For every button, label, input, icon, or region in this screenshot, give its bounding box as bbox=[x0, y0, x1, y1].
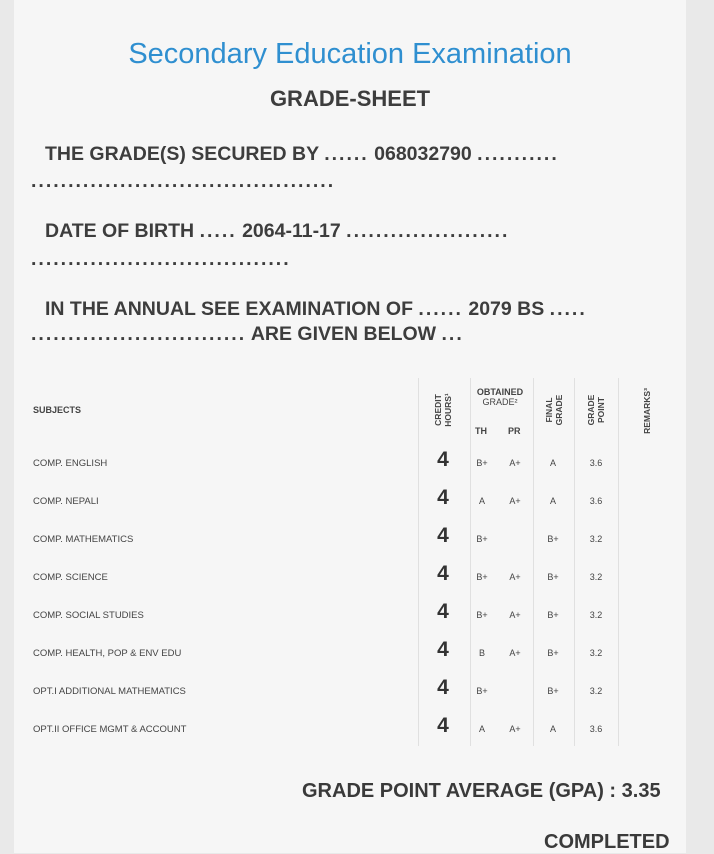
theory-grade: B+ bbox=[476, 610, 488, 620]
credit-hours: 4 bbox=[437, 486, 449, 509]
grade-point: 3.2 bbox=[589, 686, 603, 696]
gpa-value: 3.35 bbox=[621, 780, 661, 802]
dotted-leader: ................................... bbox=[31, 248, 291, 270]
subject-name: COMP. NEPALI bbox=[33, 496, 99, 507]
grade-point: 3.2 bbox=[589, 534, 603, 544]
grade-point: 3.2 bbox=[589, 648, 603, 658]
theory-grade: B+ bbox=[476, 686, 488, 696]
given-below-text: ARE GIVEN BELOW bbox=[250, 323, 437, 345]
subject-name: COMP. HEALTH, POP & ENV EDU bbox=[33, 648, 182, 659]
grade-sheet bbox=[14, 0, 686, 853]
practical-grade: A+ bbox=[509, 496, 521, 506]
grade-point: 3.2 bbox=[589, 572, 603, 582]
theory-grade: A bbox=[478, 496, 485, 506]
theory-grade: B+ bbox=[476, 458, 488, 468]
exam-year: 2079 BS bbox=[468, 298, 545, 320]
table-row bbox=[14, 448, 686, 486]
theory-grade: B+ bbox=[476, 572, 488, 582]
subjects-header: SUBJECTS bbox=[33, 405, 82, 415]
status-text: COMPLETED bbox=[544, 831, 670, 853]
credit-hours: 4 bbox=[437, 562, 449, 585]
gpa-label: GRADE POINT AVERAGE (GPA) : bbox=[302, 780, 617, 802]
credit-hours-header: CREDIT HOURS¹ bbox=[433, 393, 453, 427]
table-row bbox=[14, 524, 686, 562]
theory-grade: B+ bbox=[476, 534, 488, 544]
exam-title: Secondary Education Examination bbox=[128, 38, 572, 70]
grade-point: 3.6 bbox=[589, 724, 603, 734]
credit-hours: 4 bbox=[437, 714, 449, 737]
grade-point: 3.2 bbox=[589, 610, 603, 620]
secured-by-label: THE GRADE(S) SECURED BY bbox=[45, 143, 319, 165]
exam-label: IN THE ANNUAL SEE EXAMINATION OF bbox=[45, 298, 413, 320]
final-grade: A bbox=[549, 496, 556, 506]
dob-line: DATE OF BIRTH ..... 2064-11-17 ...................... bbox=[45, 220, 510, 242]
gpa-line bbox=[302, 780, 661, 803]
table-row bbox=[14, 676, 686, 714]
credit-hours: 4 bbox=[437, 676, 449, 699]
dotted-leader: ......................................... bbox=[31, 170, 336, 192]
given-below-line: ............................. ARE GIVEN BELOW ... bbox=[31, 323, 464, 345]
grade-point-header: GRADE POINT bbox=[586, 394, 606, 426]
credit-hours: 4 bbox=[437, 600, 449, 623]
theory-grade: B bbox=[478, 648, 485, 658]
th-header: TH bbox=[475, 426, 487, 436]
final-grade: B+ bbox=[547, 686, 559, 696]
final-grade: B+ bbox=[547, 572, 559, 582]
final-grade: B+ bbox=[547, 610, 559, 620]
subject-name: COMP. MATHEMATICS bbox=[33, 534, 134, 545]
remarks-header: REMARKS³ bbox=[642, 388, 652, 434]
grade-point: 3.6 bbox=[589, 458, 603, 468]
exam-line: IN THE ANNUAL SEE EXAMINATION OF ...... 2079 BS ..... bbox=[45, 298, 587, 320]
practical-grade: A+ bbox=[509, 648, 521, 658]
sheet-subtitle: GRADE-SHEET bbox=[269, 86, 431, 111]
practical-grade: A+ bbox=[509, 610, 521, 620]
final-grade-header: FINAL GRADE bbox=[544, 394, 564, 426]
table-row bbox=[14, 714, 686, 752]
subject-name: COMP. ENGLISH bbox=[33, 458, 108, 469]
subject-name: OPT.I ADDITIONAL MATHEMATICS bbox=[33, 686, 186, 697]
credit-hours: 4 bbox=[437, 448, 449, 471]
subject-name: COMP. SCIENCE bbox=[33, 572, 108, 583]
pr-header: PR bbox=[508, 426, 521, 436]
credit-hours: 4 bbox=[437, 524, 449, 547]
obtained-grade-header: OBTAINED GRADE² bbox=[476, 387, 524, 407]
table-row bbox=[14, 486, 686, 524]
theory-grade: A bbox=[478, 724, 485, 734]
table-row bbox=[14, 562, 686, 600]
final-grade: B+ bbox=[547, 648, 559, 658]
secured-by-line: THE GRADE(S) SECURED BY ...... 068032790 ........... bbox=[45, 143, 559, 165]
credit-hours: 4 bbox=[437, 638, 449, 661]
subject-name: OPT.II OFFICE MGMT & ACCOUNT bbox=[33, 724, 187, 735]
subject-name: COMP. SOCIAL STUDIES bbox=[33, 610, 144, 621]
final-grade: B+ bbox=[547, 534, 559, 544]
practical-grade: A+ bbox=[509, 572, 521, 582]
final-grade: A bbox=[549, 458, 556, 468]
table-row bbox=[14, 600, 686, 638]
dob-value: 2064-11-17 bbox=[242, 220, 341, 242]
final-grade: A bbox=[549, 724, 556, 734]
table-row bbox=[14, 638, 686, 676]
dob-label: DATE OF BIRTH bbox=[45, 220, 195, 242]
symbol-number: 068032790 bbox=[374, 143, 472, 165]
grade-point: 3.6 bbox=[589, 496, 603, 506]
practical-grade: A+ bbox=[509, 458, 521, 468]
practical-grade: A+ bbox=[509, 724, 521, 734]
